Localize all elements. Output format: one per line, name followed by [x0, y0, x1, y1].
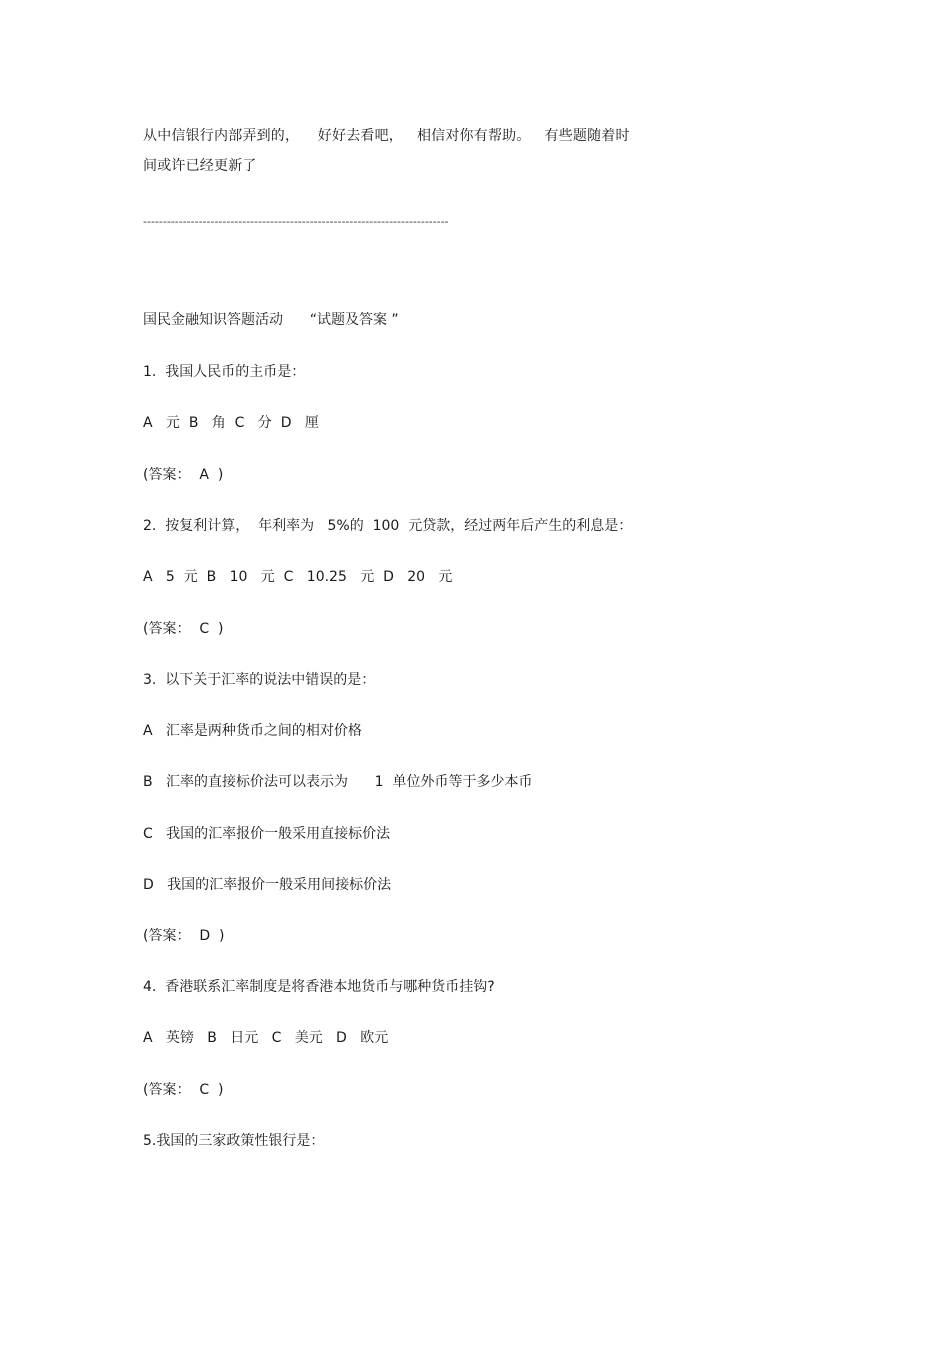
question-1: 1. 我国人民币的主币是： [143, 364, 306, 380]
question-3-option-c: C 我国的汇率报价一般采用直接标价法 [143, 826, 391, 842]
question-5: 5.我国的三家政策性银行是： [143, 1133, 325, 1149]
question-3-option-a: A 汇率是两种货币之间的相对价格 [143, 723, 362, 739]
question-2-answer: (答案： C ) [143, 621, 224, 637]
question-4-options: A 英镑 B 日元 C 美元 D 欧元 [143, 1030, 389, 1046]
question-4: 4. 香港联系汇率制度是将香港本地货币与哪种货币挂钩? [143, 979, 495, 995]
question-3-answer: (答案： D ) [143, 928, 225, 944]
question-1-options: A 元 B 角 C 分 D 厘 [143, 415, 319, 431]
question-4-answer: (答案： C ) [143, 1082, 224, 1098]
question-2-options: A 5 元 B 10 元 C 10.25 元 D 20 元 [143, 569, 453, 585]
intro-line-2: 间或许已经更新了 [143, 158, 257, 174]
intro-line-1: 从中信银行内部弄到的， 好好去看吧， 相信对你有帮助。 有些题随着时 [143, 128, 630, 144]
question-3-option-d: D 我国的汇率报价一般采用间接标价法 [143, 877, 392, 893]
quiz-title: 国民金融知识答题活动 “试题及答案 ” [143, 312, 399, 328]
divider-line: ----------------------------------------------------------------------------- [143, 215, 449, 228]
question-3-option-b: B 汇率的直接标价法可以表示为 1 单位外币等于多少本币 [143, 774, 533, 790]
question-1-answer: (答案： A ) [143, 467, 224, 483]
question-2: 2. 按复利计算， 年利率为 5%的 100 元贷款，经过两年后产生的利息是： [143, 518, 633, 534]
question-3: 3. 以下关于汇率的说法中错误的是： [143, 672, 376, 688]
